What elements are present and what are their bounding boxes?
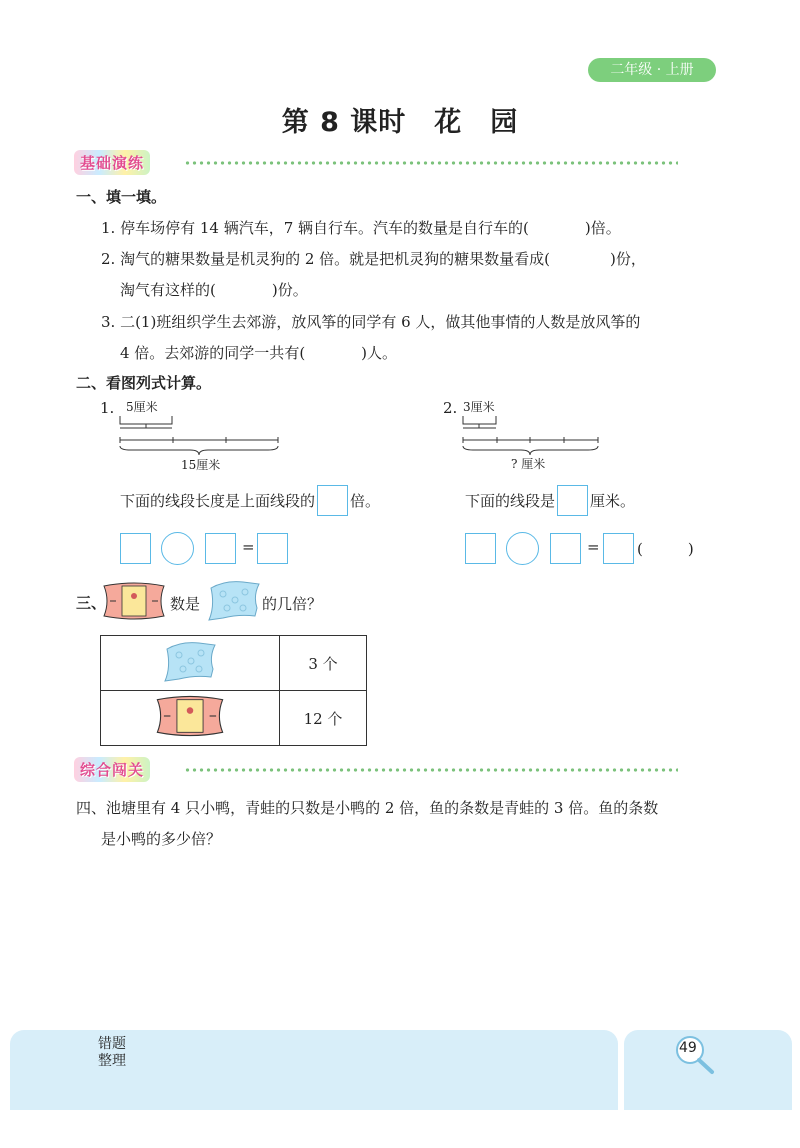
q2-heading: 二、看图列式计算。 xyxy=(76,374,212,392)
q1-item-2-line2 xyxy=(120,279,308,300)
page-title: 第 8 课时 花 园 xyxy=(281,107,519,138)
notes-label-line-1: 错题 xyxy=(98,1036,126,1052)
page-number: 49 xyxy=(679,1040,697,1056)
operator-circle[interactable] xyxy=(506,532,539,565)
q3-heading-end: 的几倍？ xyxy=(262,595,323,613)
diagram2-bottom-label: ? 厘米 xyxy=(511,457,546,471)
q4-line-2: 是小鸭的多少倍？ xyxy=(101,830,222,848)
equals-sign: = xyxy=(242,538,255,556)
equation-box[interactable] xyxy=(205,533,236,564)
q1-item-2-text-end: )份， xyxy=(610,250,646,268)
equation-box[interactable] xyxy=(465,533,496,564)
q1-item-2-text-2: 淘气有这样的( xyxy=(120,281,216,299)
notes-label xyxy=(98,1036,126,1070)
towel-icon xyxy=(205,578,263,622)
table-cell-count: 3 个 xyxy=(280,636,367,691)
banner-label: 综合闯关 xyxy=(74,757,150,782)
q1-item-2 xyxy=(101,248,646,269)
banner-label: 基础演练 xyxy=(74,150,150,175)
count-table xyxy=(100,635,367,746)
q1-item-1 xyxy=(101,217,621,238)
diagram2-top-label: 3厘米 xyxy=(463,400,495,414)
table-row xyxy=(101,636,367,691)
result-box[interactable] xyxy=(603,533,634,564)
operator-circle[interactable] xyxy=(161,532,194,565)
equation-box[interactable] xyxy=(120,533,151,564)
table-cell-icon xyxy=(101,691,280,746)
answer-box[interactable] xyxy=(557,485,588,516)
notes-label-line-2: 整理 xyxy=(98,1053,126,1069)
prompt-text: 下面的线段长度是上面线段的 xyxy=(120,492,316,510)
q1-item-1-text: 1. 停车场停有 14 辆汽车，7 辆自行车。汽车的数量是自行车的( xyxy=(101,219,529,237)
grade-badge: 二年级 · 上册 xyxy=(588,58,716,82)
result-box[interactable] xyxy=(257,533,288,564)
q2-prompt-2 xyxy=(465,485,635,516)
table-row xyxy=(101,691,367,746)
q2-prompt-1 xyxy=(120,485,380,516)
q3-heading-mid: 数是 xyxy=(170,595,201,613)
q1-item-3-text-2: 4 倍。去郊游的同学一共有( xyxy=(120,344,306,362)
q1-item-1-text-end: )倍。 xyxy=(584,219,621,237)
q3-heading-prefix: 三、 xyxy=(76,594,107,612)
dotted-divider xyxy=(184,161,678,165)
diagram1-bottom-label: 15厘米 xyxy=(181,458,221,472)
equation-box[interactable] xyxy=(550,533,581,564)
segment-diagram-1 xyxy=(110,410,290,460)
equals-sign: = xyxy=(587,538,600,556)
prompt-text: 下面的线段是 xyxy=(465,492,556,510)
q1-item-2-text-2-end: )份。 xyxy=(271,281,308,299)
prompt-text-end: 厘米。 xyxy=(590,492,636,510)
pillow-icon xyxy=(100,580,168,622)
table-cell-count: 12 个 xyxy=(280,691,367,746)
q1-item-3 xyxy=(101,311,640,332)
pillow-icon xyxy=(153,693,227,739)
answer-box[interactable] xyxy=(317,485,348,516)
q1-item-3-text-2-end: )人。 xyxy=(361,344,398,362)
towel-icon xyxy=(155,639,225,683)
section-banner-comprehensive xyxy=(74,757,678,783)
q2-number-1: 1. xyxy=(100,399,115,417)
diagram1-top-label: 5厘米 xyxy=(126,400,158,414)
table-cell-icon xyxy=(101,636,280,691)
unit-paren[interactable]: ( ) xyxy=(637,540,694,558)
q1-item-3-line2 xyxy=(120,342,397,363)
q2-number-2: 2. xyxy=(443,399,458,417)
section-banner-basic xyxy=(74,150,678,176)
q1-item-3-text: 3. 二(1)班组织学生去郊游，放风筝的同学有 6 人，做其他事情的人数是放风筝的 xyxy=(101,313,641,331)
dotted-divider xyxy=(184,768,678,772)
q4-line-1: 四、池塘里有 4 只小鸭，青蛙的只数是小鸭的 2 倍，鱼的条数是青蛙的 3 倍。鱼的条数 xyxy=(76,799,659,817)
prompt-text-end: 倍。 xyxy=(350,492,381,510)
q1-item-2-text: 2. 淘气的糖果数量是机灵狗的 2 倍。就是把机灵狗的糖果数量看成( xyxy=(101,250,551,268)
segment-diagram-2 xyxy=(455,410,615,460)
q1-heading: 一、填一填。 xyxy=(76,188,167,206)
